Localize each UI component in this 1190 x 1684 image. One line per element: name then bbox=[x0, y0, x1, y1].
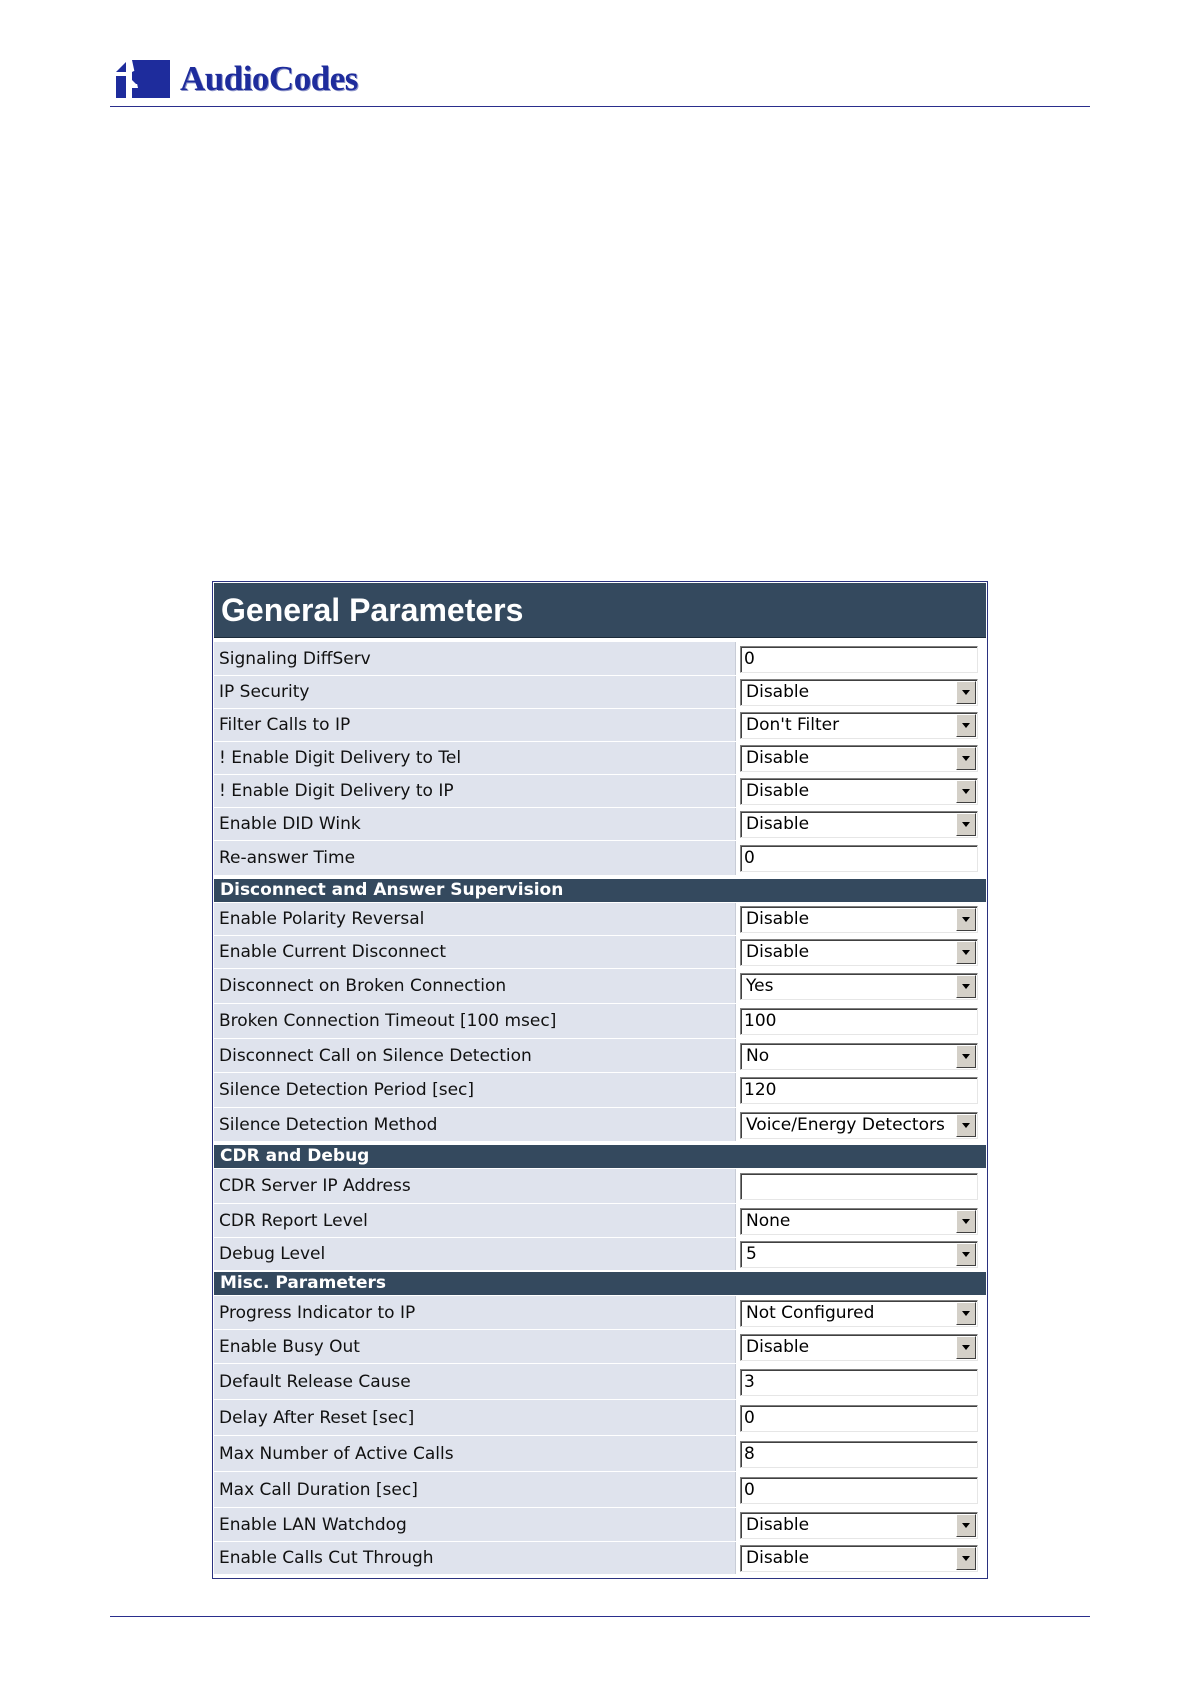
param-value-cell bbox=[735, 1108, 987, 1141]
param-row-broken-connection-timeout-100-msec bbox=[214, 1004, 986, 1039]
param-value-cell bbox=[735, 1472, 987, 1507]
default-release-cause-input[interactable]: 3 bbox=[740, 1369, 978, 1396]
param-label: CDR Report Level bbox=[219, 1210, 368, 1231]
dropdown-arrow-icon[interactable] bbox=[956, 780, 976, 803]
general-parameters-panel bbox=[212, 581, 988, 1579]
brand-logo bbox=[112, 56, 402, 102]
cdr-server-ip-address-input[interactable] bbox=[740, 1173, 978, 1200]
select-value: Disable bbox=[746, 748, 810, 768]
enable-polarity-reversal-select[interactable] bbox=[740, 906, 978, 933]
param-label: Disconnect on Broken Connection bbox=[219, 976, 507, 996]
param-label: Delay After Reset [sec] bbox=[219, 1407, 415, 1428]
param-value-cell bbox=[735, 841, 987, 875]
silence-detection-method-select[interactable] bbox=[740, 1112, 978, 1139]
param-label: Max Call Duration [sec] bbox=[219, 1479, 418, 1500]
delay-after-reset-sec-input[interactable]: 0 bbox=[740, 1405, 978, 1432]
enable-calls-cut-through-select[interactable] bbox=[740, 1545, 978, 1572]
param-label: ! Enable Digit Delivery to Tel bbox=[219, 748, 462, 768]
dropdown-arrow-icon[interactable] bbox=[956, 714, 976, 737]
filter-calls-to-ip-select[interactable] bbox=[740, 712, 978, 739]
param-row-silence-detection-method bbox=[214, 1108, 986, 1142]
param-label: Broken Connection Timeout [100 msec] bbox=[219, 1011, 557, 1031]
param-row-default-release-cause bbox=[214, 1364, 986, 1400]
select-value: Disable bbox=[746, 781, 810, 801]
enable-digit-delivery-to-tel-select[interactable] bbox=[740, 745, 978, 772]
param-value-cell bbox=[735, 808, 987, 840]
param-row-enable-digit-delivery-to-ip bbox=[214, 775, 986, 808]
param-row-ip-security bbox=[214, 676, 986, 709]
disconnect-on-broken-connection-select[interactable] bbox=[740, 973, 978, 1000]
select-value: No bbox=[746, 1046, 770, 1066]
param-label: Enable Calls Cut Through bbox=[219, 1548, 434, 1568]
param-value-cell bbox=[735, 1169, 987, 1203]
dropdown-arrow-icon[interactable] bbox=[956, 1514, 976, 1537]
dropdown-arrow-icon[interactable] bbox=[956, 1114, 976, 1137]
param-value-cell bbox=[735, 1436, 987, 1471]
select-value: Disable bbox=[746, 814, 810, 834]
dropdown-arrow-icon[interactable] bbox=[956, 1045, 976, 1068]
select-value: Disable bbox=[746, 1548, 810, 1568]
progress-indicator-to-ip-select[interactable] bbox=[740, 1300, 978, 1327]
select-value: Disable bbox=[746, 1515, 810, 1535]
enable-busy-out-select[interactable] bbox=[740, 1334, 978, 1361]
param-value-cell bbox=[735, 1330, 987, 1363]
param-label: Disconnect Call on Silence Detection bbox=[219, 1045, 532, 1066]
param-label: Progress Indicator to IP bbox=[219, 1302, 416, 1323]
dropdown-arrow-icon[interactable] bbox=[956, 941, 976, 964]
section-header-disconnect-and-answer-supervision: Disconnect and Answer Supervision bbox=[214, 879, 986, 902]
signaling-diffserv-input[interactable]: 0 bbox=[740, 646, 978, 673]
param-row-enable-polarity-reversal bbox=[214, 903, 986, 936]
param-row-debug-level bbox=[214, 1238, 986, 1271]
param-row-disconnect-on-broken-connection bbox=[214, 969, 986, 1004]
param-row-delay-after-reset-sec bbox=[214, 1400, 986, 1436]
audiocodes-logo-icon bbox=[112, 58, 172, 100]
select-value: Disable bbox=[746, 942, 810, 962]
param-value-cell bbox=[735, 1039, 987, 1072]
select-value: Disable bbox=[746, 909, 810, 929]
param-row-filter-calls-to-ip bbox=[214, 709, 986, 742]
param-row-enable-busy-out bbox=[214, 1330, 986, 1364]
section-header-misc-parameters: Misc. Parameters bbox=[214, 1272, 986, 1295]
param-row-cdr-report-level bbox=[214, 1204, 986, 1238]
enable-digit-delivery-to-ip-select[interactable] bbox=[740, 778, 978, 805]
enable-current-disconnect-select[interactable] bbox=[740, 939, 978, 966]
param-value-cell bbox=[735, 969, 987, 1003]
select-value: Not Configured bbox=[746, 1303, 875, 1323]
enable-lan-watchdog-select[interactable] bbox=[740, 1512, 978, 1539]
param-label: Silence Detection Period [sec] bbox=[219, 1080, 475, 1100]
param-value-cell bbox=[735, 1073, 987, 1107]
param-label: Enable Current Disconnect bbox=[219, 942, 447, 962]
dropdown-arrow-icon[interactable] bbox=[956, 1547, 976, 1570]
param-row-enable-current-disconnect bbox=[214, 936, 986, 969]
param-value-cell bbox=[735, 1400, 987, 1435]
section-header-cdr-and-debug: CDR and Debug bbox=[214, 1145, 986, 1168]
dropdown-arrow-icon[interactable] bbox=[956, 747, 976, 770]
param-label: Silence Detection Method bbox=[219, 1114, 438, 1135]
param-value-cell bbox=[735, 642, 987, 675]
param-row-signaling-diffserv bbox=[214, 642, 986, 676]
param-label: CDR Server IP Address bbox=[219, 1176, 411, 1196]
footer-divider bbox=[110, 1616, 1090, 1617]
ip-security-select[interactable] bbox=[740, 679, 978, 706]
dropdown-arrow-icon[interactable] bbox=[956, 1210, 976, 1233]
param-row-enable-digit-delivery-to-tel bbox=[214, 742, 986, 775]
param-label: Re-answer Time bbox=[219, 848, 356, 868]
param-label: Signaling DiffServ bbox=[219, 648, 371, 669]
disconnect-call-on-silence-detection-select[interactable] bbox=[740, 1043, 978, 1070]
dropdown-arrow-icon[interactable] bbox=[956, 1302, 976, 1325]
param-value-cell bbox=[735, 903, 987, 935]
select-value: Yes bbox=[746, 976, 774, 996]
param-label: Enable Busy Out bbox=[219, 1336, 360, 1357]
debug-level-select[interactable] bbox=[740, 1241, 978, 1268]
dropdown-arrow-icon[interactable] bbox=[956, 908, 976, 931]
header-divider bbox=[110, 106, 1090, 107]
dropdown-arrow-icon[interactable] bbox=[956, 813, 976, 836]
panel-title: General Parameters bbox=[214, 583, 986, 638]
param-value-cell bbox=[735, 936, 987, 968]
param-value-cell bbox=[735, 1542, 987, 1574]
select-value: None bbox=[746, 1211, 791, 1231]
dropdown-arrow-icon[interactable] bbox=[956, 1336, 976, 1359]
param-value-cell bbox=[735, 1204, 987, 1237]
enable-did-wink-select[interactable] bbox=[740, 811, 978, 838]
select-value: Voice/Energy Detectors bbox=[746, 1115, 945, 1135]
param-row-enable-did-wink bbox=[214, 808, 986, 841]
param-label: Max Number of Active Calls bbox=[219, 1443, 454, 1464]
param-row-disconnect-call-on-silence-detection bbox=[214, 1039, 986, 1073]
param-label: IP Security bbox=[219, 682, 310, 702]
param-value-cell bbox=[735, 1004, 987, 1038]
param-value-cell bbox=[735, 709, 987, 741]
dropdown-arrow-icon[interactable] bbox=[956, 681, 976, 704]
max-call-duration-sec-input[interactable]: 0 bbox=[740, 1477, 978, 1504]
param-row-cdr-server-ip-address bbox=[214, 1169, 986, 1204]
brand-name: AudioCodes bbox=[180, 59, 358, 98]
param-row-enable-lan-watchdog bbox=[214, 1508, 986, 1542]
param-value-cell bbox=[735, 1364, 987, 1399]
param-row-max-call-duration-sec bbox=[214, 1472, 986, 1508]
max-number-of-active-calls-input[interactable]: 8 bbox=[740, 1441, 978, 1468]
select-value: Disable bbox=[746, 682, 810, 702]
param-value-cell bbox=[735, 742, 987, 774]
param-row-re-answer-time bbox=[214, 841, 986, 876]
param-value-cell bbox=[735, 676, 987, 708]
param-row-max-number-of-active-calls bbox=[214, 1436, 986, 1472]
param-label: Debug Level bbox=[219, 1244, 326, 1264]
param-label: Default Release Cause bbox=[219, 1371, 411, 1392]
param-value-cell bbox=[735, 1238, 987, 1270]
param-row-progress-indicator-to-ip bbox=[214, 1296, 986, 1330]
cdr-report-level-select[interactable] bbox=[740, 1208, 978, 1235]
dropdown-arrow-icon[interactable] bbox=[956, 1243, 976, 1266]
param-value-cell bbox=[735, 1296, 987, 1329]
param-label: Enable DID Wink bbox=[219, 814, 361, 834]
select-value: Don't Filter bbox=[746, 715, 840, 735]
param-value-cell bbox=[735, 1508, 987, 1541]
param-label: Enable Polarity Reversal bbox=[219, 909, 425, 929]
re-answer-time-input[interactable]: 0 bbox=[740, 845, 978, 872]
param-row-enable-calls-cut-through bbox=[214, 1542, 986, 1575]
silence-detection-period-sec-input[interactable]: 120 bbox=[740, 1077, 978, 1104]
dropdown-arrow-icon[interactable] bbox=[956, 975, 976, 998]
select-value: Disable bbox=[746, 1337, 810, 1357]
param-row-silence-detection-period-sec bbox=[214, 1073, 986, 1108]
param-label: Filter Calls to IP bbox=[219, 715, 351, 735]
broken-connection-timeout-100-msec-input[interactable]: 100 bbox=[740, 1008, 978, 1035]
param-label: Enable LAN Watchdog bbox=[219, 1514, 407, 1535]
param-value-cell bbox=[735, 775, 987, 807]
select-value: 5 bbox=[746, 1244, 757, 1264]
param-label: ! Enable Digit Delivery to IP bbox=[219, 781, 454, 801]
